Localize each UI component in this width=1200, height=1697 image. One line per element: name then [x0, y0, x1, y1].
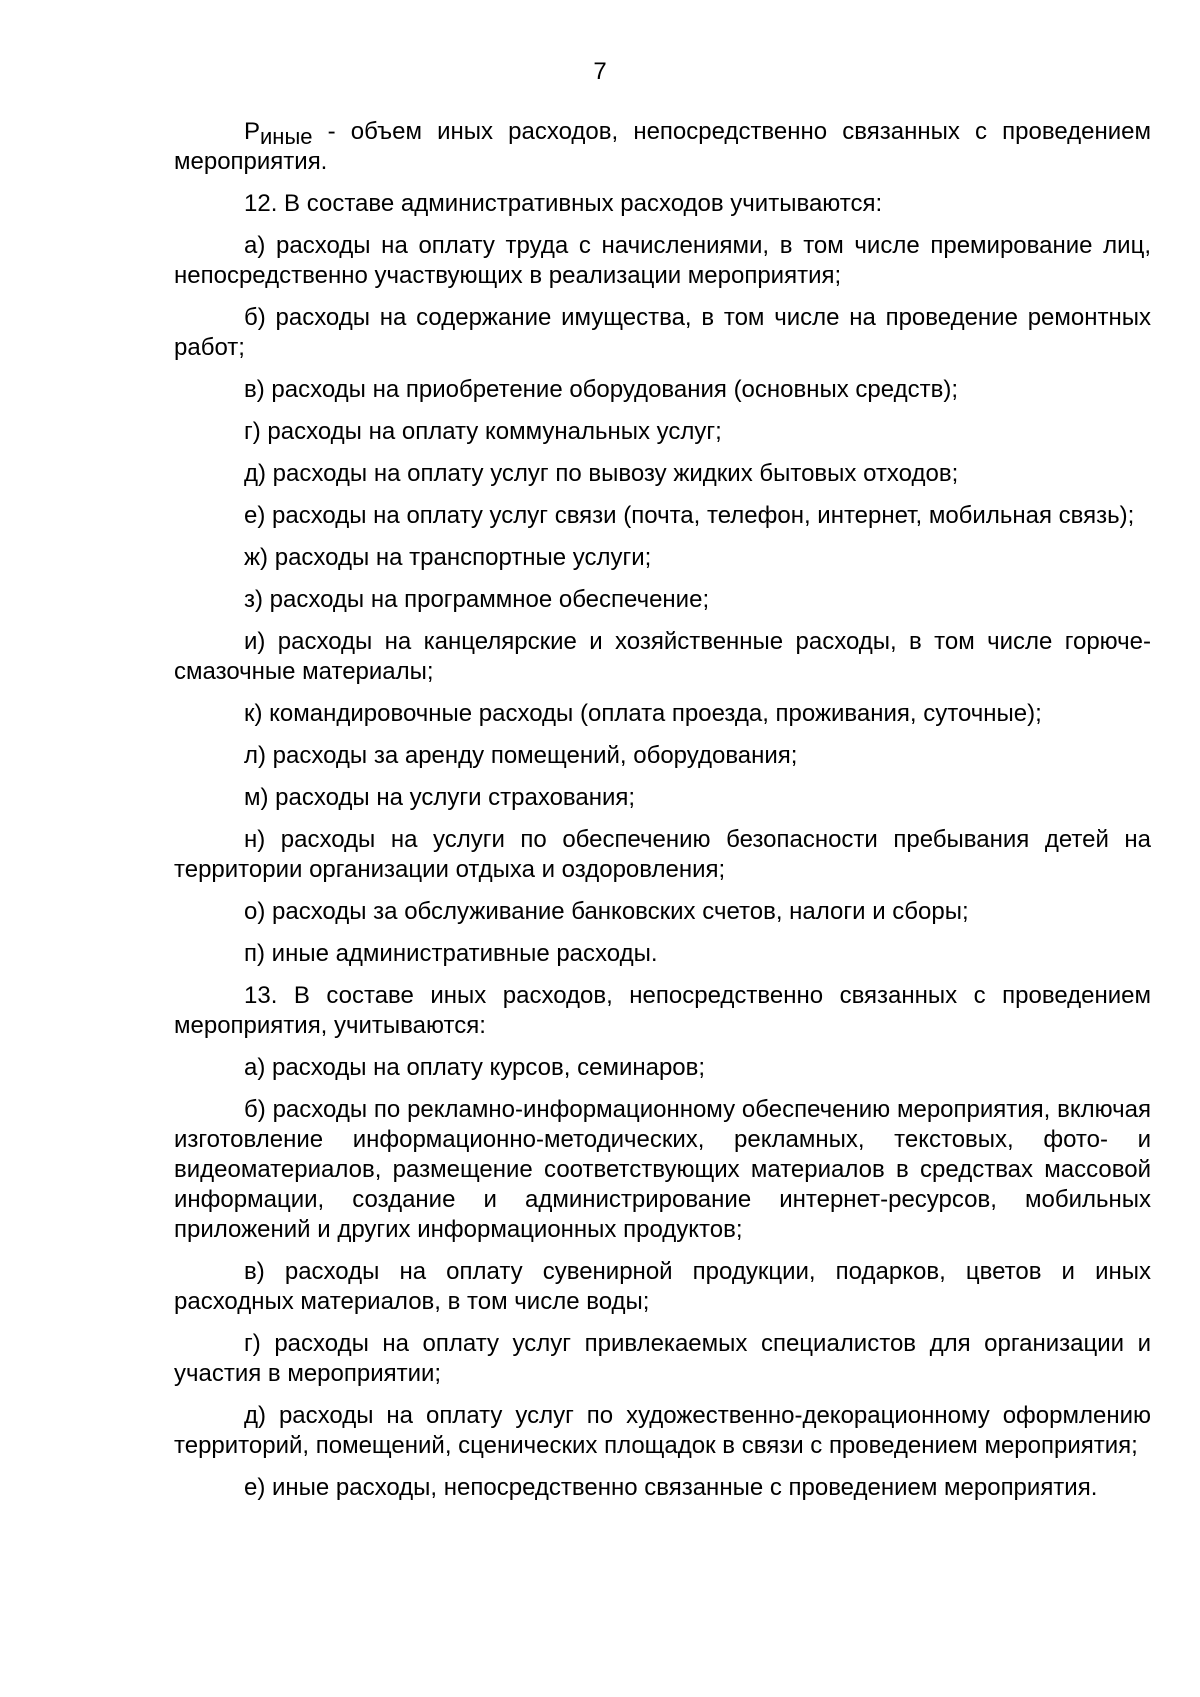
section-13-heading: 13. В составе иных расходов, непосредственно связанных с проведением мероприятия, учитываются: — [174, 982, 1151, 1039]
section-13-item-g: г) расходы на оплату услуг привлекаемых специалистов для организации и участия в мероприятии; — [174, 1330, 1151, 1387]
section-12-item-o: о) расходы за обслуживание банковских счетов, налоги и сборы; — [244, 898, 969, 925]
section-13-item-v: в) расходы на оплату сувенирной продукции, подарков, цветов и иных расходных материалов, в том числе воды; — [174, 1258, 1151, 1315]
section-12-item-m: м) расходы на услуги страхования; — [244, 784, 636, 811]
section-13-item-e: е) иные расходы, непосредственно связанные с проведением мероприятия. — [244, 1474, 1098, 1501]
section-13-item-d: д) расходы на оплату услуг по художественно-декорационному оформлению территорий, помещений, сценических площадок в связи с проведением мероприятия; — [174, 1402, 1151, 1459]
document-body — [174, 117, 1151, 1515]
section-12-item-g: г) расходы на оплату коммунальных услуг; — [244, 418, 722, 445]
section-12-item-a: а) расходы на оплату труда с начислениями, в том числе премирование лиц, непосредственно участвующих в реализации мероприятия; — [174, 232, 1151, 289]
section-12-item-p: п) иные административные расходы. — [244, 940, 658, 967]
section-12-item-i: и) расходы на канцелярские и хозяйственные расходы, в том числе горюче-смазочные материалы; — [174, 628, 1151, 685]
intro-paragraph — [174, 117, 1151, 177]
section-12-item-k: к) командировочные расходы (оплата проезда, проживания, суточные); — [244, 700, 1042, 727]
section-12-item-e: е) расходы на оплату услуг связи (почта, телефон, интернет, мобильная связь); — [244, 502, 1135, 529]
page-number: 7 — [593, 58, 607, 85]
section-13-item-b: б) расходы по рекламно-информационному обеспечению мероприятия, включая изготовление информационно-методических, рекламных, текстовых, фото- и видеоматериалов, размещение соответствующих материалов в средствах массовой информации, создание и администрирование интернет-ресурсов, мобильных приложений и других информационных продуктов; — [174, 1096, 1151, 1243]
section-12-heading: 12. В составе административных расходов учитываются: — [244, 190, 883, 217]
section-12-item-v: в) расходы на приобретение оборудования (основных средств); — [244, 376, 958, 403]
section-12-item-n: н) расходы на услуги по обеспечению безопасности пребывания детей на территории организации отдыха и оздоровления; — [174, 826, 1151, 883]
section-13-item-a: а) расходы на оплату курсов, семинаров; — [244, 1054, 706, 1081]
intro-symbol: Р — [244, 118, 261, 145]
section-12-item-d: д) расходы на оплату услуг по вывозу жидких бытовых отходов; — [244, 460, 959, 487]
intro-text: - объем иных расходов, непосредственно связанных с проведением мероприятия. — [174, 118, 1151, 175]
section-12-item-b: б) расходы на содержание имущества, в том числе на проведение ремонтных работ; — [174, 304, 1151, 361]
section-12-item-zh: ж) расходы на транспортные услуги; — [244, 544, 652, 571]
section-12-item-z: з) расходы на программное обеспечение; — [244, 586, 710, 613]
section-12-item-l: л) расходы за аренду помещений, оборудования; — [244, 742, 798, 769]
intro-subscript: иные — [260, 124, 313, 149]
